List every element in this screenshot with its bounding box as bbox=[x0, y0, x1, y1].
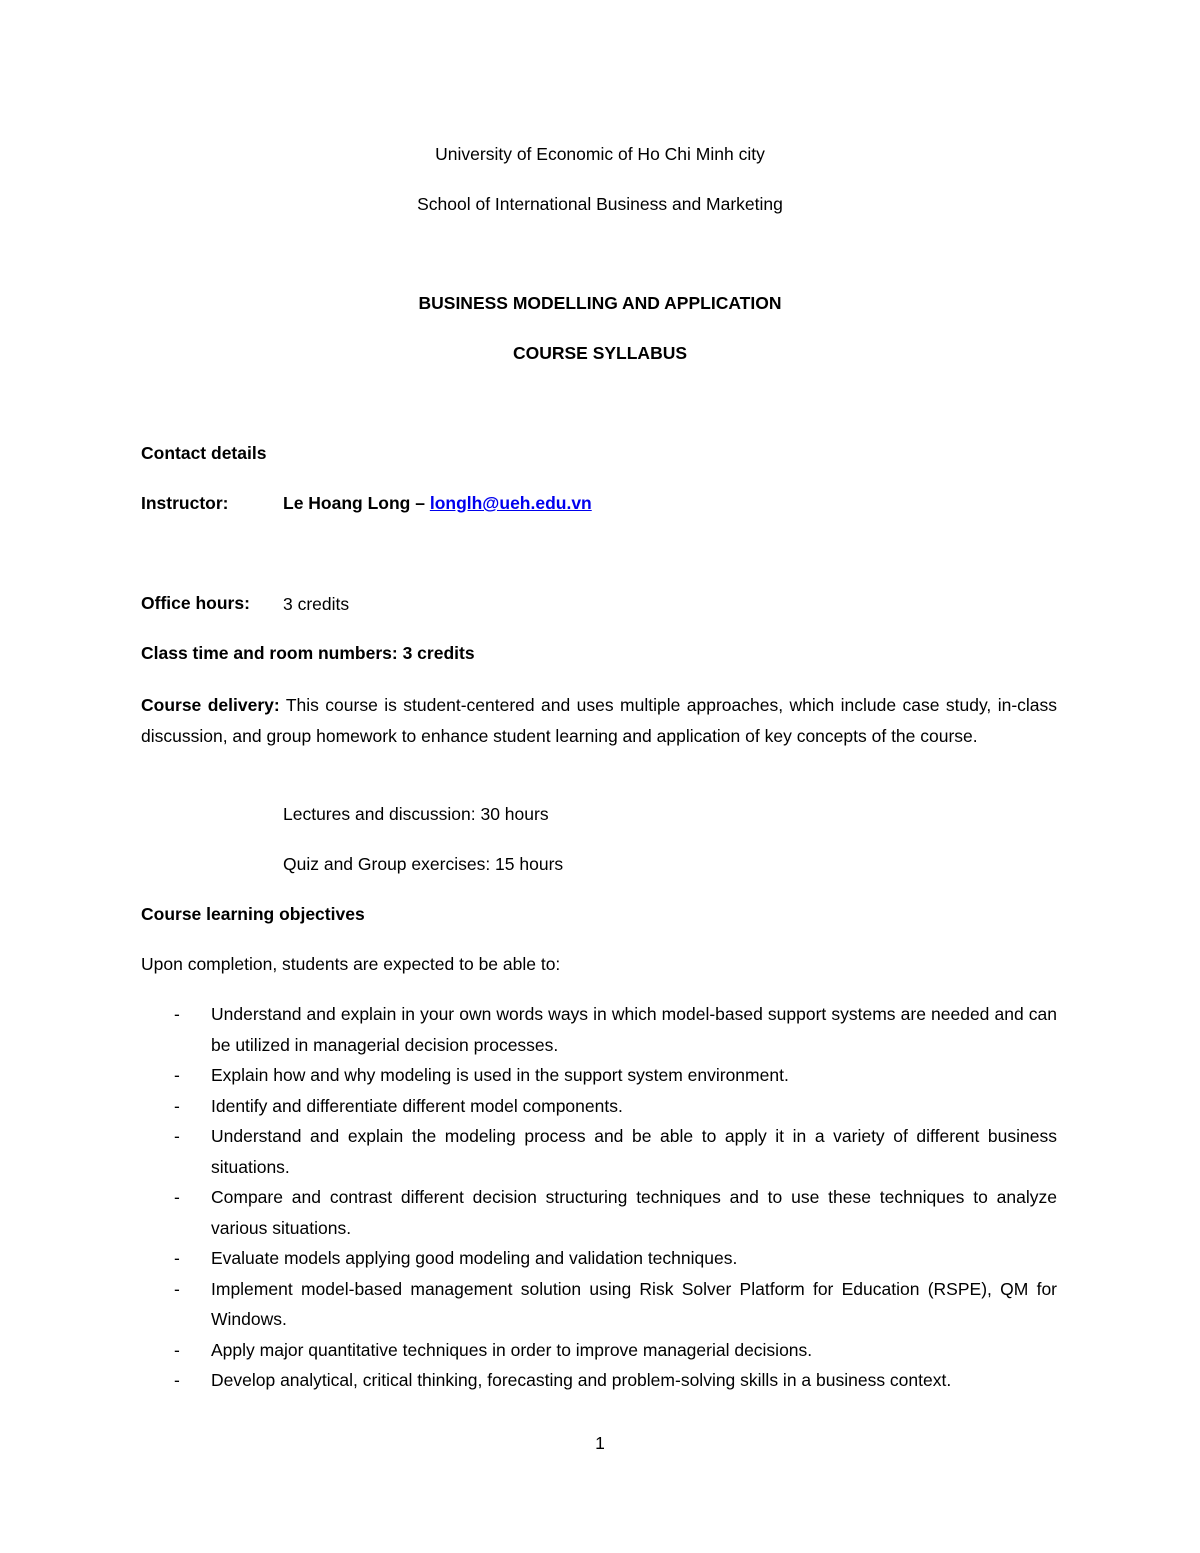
instructor-info bbox=[283, 493, 592, 514]
list-item: - Evaluate models applying good modeling and validation techniques. bbox=[141, 1243, 1057, 1274]
course-delivery-text: This course is student-centered and uses multiple approaches, which include case study, in-class discussion, and group homework to enhance student learning and application of key concepts of the course. bbox=[141, 695, 1058, 746]
list-item: - Compare and contrast different decision structuring techniques and to use these techniques to analyze various situations. bbox=[141, 1182, 1057, 1243]
list-item: - Explain how and why modeling is used in the support system environment. bbox=[141, 1060, 1057, 1091]
exercises-hours: Quiz and Group exercises: 15 hours bbox=[283, 854, 564, 874]
instructor-name: Le Hoang Long – bbox=[283, 493, 425, 513]
lectures-hours: Lectures and discussion: 30 hours bbox=[283, 804, 549, 824]
page-number: 1 bbox=[595, 1433, 605, 1453]
university-name: University of Economic of Ho Chi Minh city bbox=[435, 144, 765, 164]
objectives-list bbox=[141, 999, 1057, 1396]
bullet-dash: - bbox=[174, 1004, 180, 1024]
bullet-dash: - bbox=[174, 1248, 180, 1268]
instructor-label: Instructor: bbox=[141, 493, 229, 513]
document-type: COURSE SYLLABUS bbox=[512, 343, 688, 363]
office-hours-label: Office hours: bbox=[141, 593, 250, 613]
bullet-dash: - bbox=[174, 1370, 180, 1390]
objectives-heading: Course learning objectives bbox=[141, 904, 365, 924]
course-title: BUSINESS MODELLING AND APPLICATION bbox=[418, 293, 782, 313]
instructor-email-link[interactable]: longlh@ueh.edu.vn bbox=[429, 493, 592, 513]
bullet-dash: - bbox=[174, 1278, 180, 1299]
list-item: - Understand and explain in your own words ways in which model-based support systems are needed and can be utilized in managerial decision processes. bbox=[141, 999, 1057, 1060]
list-item: - Apply major quantitative techniques in order to improve managerial decisions. bbox=[141, 1335, 1057, 1366]
list-item: - Understand and explain the modeling process and be able to apply it in a variety of different business situations. bbox=[141, 1121, 1057, 1182]
bullet-dash: - bbox=[174, 1339, 180, 1360]
office-hours-value: 3 credits bbox=[283, 594, 350, 614]
class-time-label: Class time and room numbers: 3 credits bbox=[141, 643, 475, 663]
list-item: - Identify and differentiate different model components. bbox=[141, 1091, 1057, 1122]
contact-heading: Contact details bbox=[141, 443, 267, 463]
bullet-dash: - bbox=[174, 1126, 180, 1146]
bullet-dash: - bbox=[174, 1187, 180, 1207]
objectives-intro: Upon completion, students are expected to be able to: bbox=[141, 954, 561, 974]
list-item: - Implement model-based management solution using Risk Solver Platform for Education (RSPE), QM for Windows. bbox=[141, 1274, 1057, 1335]
bullet-dash: - bbox=[174, 1095, 180, 1116]
list-item: - Develop analytical, critical thinking, forecasting and problem-solving skills in a business context. bbox=[141, 1365, 1057, 1396]
school-name: School of International Business and Marketing bbox=[417, 194, 783, 214]
course-delivery-label: Course delivery: bbox=[141, 695, 280, 715]
course-delivery-paragraph bbox=[141, 690, 1057, 751]
bullet-dash: - bbox=[174, 1065, 180, 1085]
